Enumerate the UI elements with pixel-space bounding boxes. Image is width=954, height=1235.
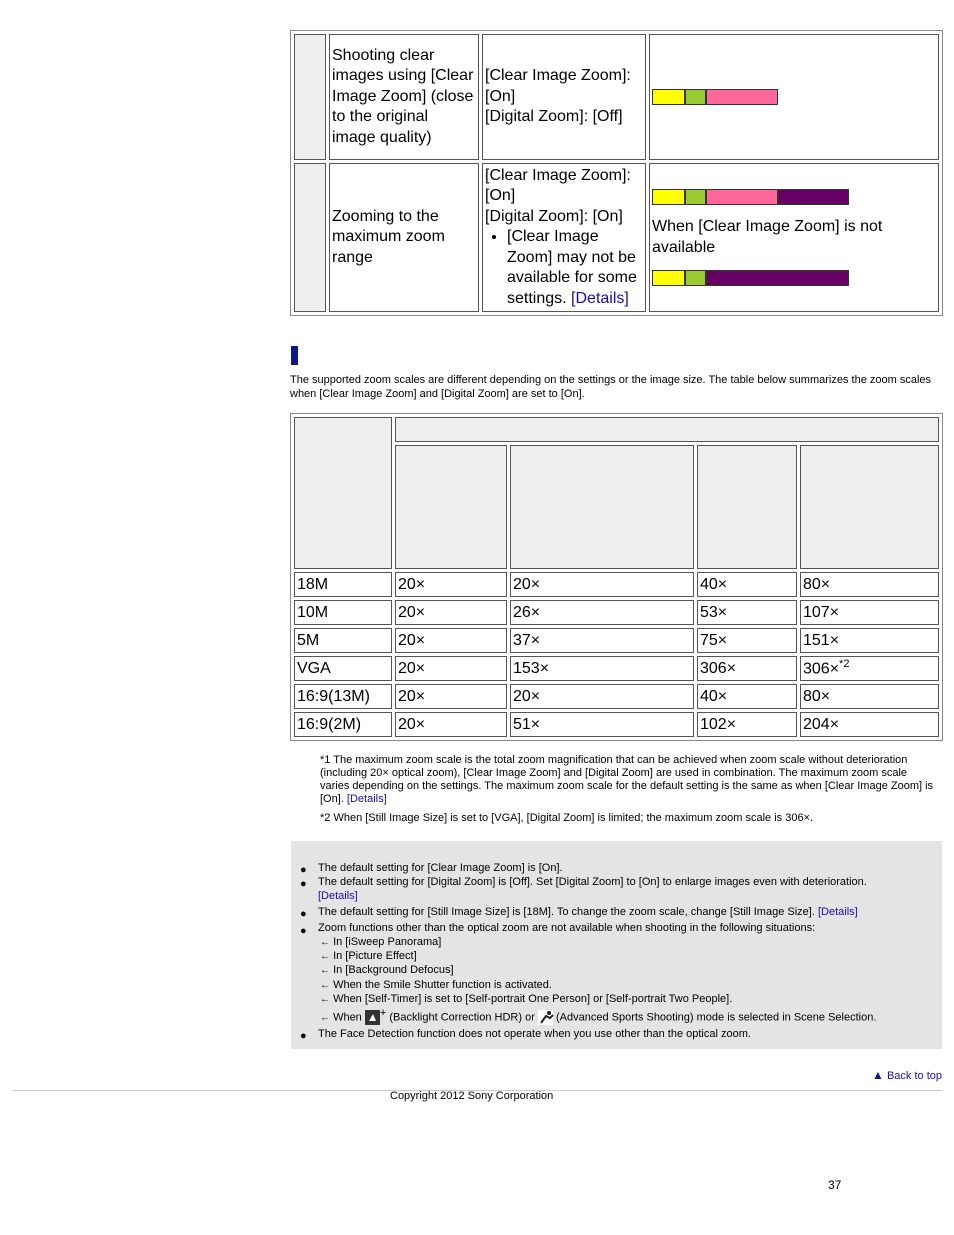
image-size-cell: 5M <box>294 628 392 653</box>
table-row <box>294 34 939 160</box>
zoom-bar <box>652 89 936 105</box>
page-number: 37 <box>828 1178 842 1192</box>
optical-zoom-bar <box>652 189 685 205</box>
zoom-cell: 53× <box>697 600 797 625</box>
bullet-icon: ● <box>300 878 307 890</box>
settings-cell <box>482 34 646 160</box>
hint-text: The default setting for [Still Image Size] is [18M]. To change the zoom scale, change [Still Image Size]. <box>318 906 815 918</box>
details-link[interactable]: [Details] <box>318 890 358 902</box>
icon-cell <box>294 34 326 160</box>
smart-zoom-bar <box>685 189 706 205</box>
arrow-icon: ← <box>320 994 330 1005</box>
hint-item <box>318 905 933 919</box>
sub-item-text: (Advanced Sports Shooting) mode is selected in Scene Selection. <box>555 1011 877 1024</box>
table-row <box>294 600 939 625</box>
zoom-cell: 20× <box>395 628 507 653</box>
zoom-cell: 20× <box>395 656 507 681</box>
hint-text: The default setting for [Digital Zoom] is [Off]. Set [Digital Zoom] to [On] to enlarge images even with deterioration. <box>318 876 867 888</box>
zoom-cell <box>800 656 939 681</box>
arrow-icon: ← <box>320 980 330 991</box>
image-size-cell: 10M <box>294 600 392 625</box>
zoom-cell: 20× <box>395 712 507 737</box>
sub-item-text: When [Self-Timer] is set to [Self-portrait One Person] or [Self-portrait Two People]. <box>333 993 733 1005</box>
digital-zoom-bar <box>778 189 849 205</box>
settings-line: [Digital Zoom]: [On] <box>485 207 623 225</box>
bullet-icon: ● <box>300 1030 307 1042</box>
hint-item <box>318 875 933 903</box>
arrow-icon: ← <box>320 951 330 962</box>
arrow-icon: ← <box>320 1012 330 1024</box>
zoom-scale-table <box>290 413 943 741</box>
header-cell <box>294 417 392 569</box>
smart-zoom-bar <box>685 89 706 105</box>
zoom-cell: 151× <box>800 628 939 653</box>
settings-line: [Clear Image Zoom]: [On] <box>485 67 631 105</box>
sub-item-text: In [Background Defocus] <box>333 964 454 976</box>
settings-cell <box>482 163 646 312</box>
footnote-ref: *2 <box>839 658 850 671</box>
clear-image-zoom-bar <box>706 89 778 105</box>
header-row <box>294 417 939 442</box>
sub-item <box>320 992 732 1007</box>
sub-item <box>320 1006 876 1026</box>
zoom-cell: 107× <box>800 600 939 625</box>
digital-zoom-bar <box>706 270 849 286</box>
zoom-cell: 20× <box>510 684 694 709</box>
sub-item-text: When <box>333 1011 362 1024</box>
arrow-icon: ← <box>320 965 330 976</box>
bullet-icon: ● <box>300 925 307 937</box>
details-link[interactable]: [Details] <box>346 793 387 805</box>
zoom-bar-cell <box>649 163 939 312</box>
footnote-1-text: *1 The maximum zoom scale is the total zoom magnification that can be achieved when zoom scale without deterioration (including 20× optical zoom), [Clear Image Zoom] and [Digital Zoom] are used in combination. The maximum zoom scale varies depending on the settings. The maximum zoom scale for the default setting is the same as when [Clear Image Zoom] is [On]. <box>320 754 934 805</box>
header-cell <box>395 445 507 569</box>
table-row <box>294 572 939 597</box>
table-row <box>294 712 939 737</box>
intro-paragraph: The supported zoom scales are different depending on the settings or the image size. The table below summarizes the zoom scales when [Clear Image Zoom] and [Digital Zoom] are set to [On]. <box>290 374 932 400</box>
header-cell <box>395 417 939 442</box>
sub-item-text: In [iSweep Panorama] <box>333 936 442 948</box>
description-cell: Zooming to the maximum zoom range <box>329 163 479 312</box>
optical-zoom-bar <box>652 89 685 105</box>
zoom-cell: 51× <box>510 712 694 737</box>
header-cell <box>800 445 939 569</box>
hint-item: Zoom functions other than the optical zoom are not available when shooting in the following situations: <box>318 922 816 934</box>
arrow-icon: ← <box>320 937 330 948</box>
zoom-cell: 20× <box>510 572 694 597</box>
backlight-correction-hdr-icon <box>365 1010 380 1025</box>
zoom-cell: 20× <box>395 572 507 597</box>
plus-icon: + <box>379 1007 387 1019</box>
description-cell: Shooting clear images using [Clear Image Zoom] (close to the original image quality) <box>329 34 479 160</box>
image-size-cell: VGA <box>294 656 392 681</box>
settings-bullet-text: [Clear Image Zoom] may not be available for some settings. <box>507 228 637 307</box>
header-cell <box>697 445 797 569</box>
header-cell <box>510 445 694 569</box>
details-link[interactable]: [Details] <box>817 906 858 918</box>
zoom-cell: 204× <box>800 712 939 737</box>
zoom-value: 306× <box>803 660 840 678</box>
table-row <box>294 163 939 312</box>
hint-item: The default setting for [Clear Image Zoom] is [On]. <box>318 862 563 874</box>
zoom-cell: 40× <box>697 572 797 597</box>
back-to-top-label: Back to top <box>886 1070 942 1082</box>
footnote-1 <box>320 754 935 806</box>
sub-item-text: When the Smile Shutter function is activated. <box>333 979 552 991</box>
zoom-bar-cell <box>649 34 939 160</box>
table-row <box>294 656 939 681</box>
sub-item <box>320 978 552 993</box>
settings-bullet-list <box>485 227 643 309</box>
zoom-cell: 37× <box>510 628 694 653</box>
back-to-top-link[interactable] <box>872 1068 942 1082</box>
sub-item <box>320 949 417 964</box>
up-triangle-icon: ▲ <box>872 1068 884 1082</box>
sub-item-text: In [Picture Effect] <box>333 950 417 962</box>
zoom-cell: 40× <box>697 684 797 709</box>
bar-caption: When [Clear Image Zoom] is not available <box>652 218 883 256</box>
zoom-settings-table <box>290 30 943 316</box>
sub-item-text: (Backlight Correction HDR) or <box>389 1011 535 1024</box>
zoom-cell: 20× <box>395 684 507 709</box>
image-size-cell: 16:9(2M) <box>294 712 392 737</box>
smart-zoom-bar <box>685 270 706 286</box>
settings-line: [Digital Zoom]: [Off] <box>485 108 623 126</box>
optical-zoom-bar <box>652 270 685 286</box>
zoom-cell: 20× <box>395 600 507 625</box>
footnote-2: *2 When [Still Image Size] is set to [VGA], [Digital Zoom] is limited; the maximum zoom scale is 306×. <box>320 812 814 824</box>
hint-item: The Face Detection function does not operate when you use other than the optical zoom. <box>318 1028 751 1040</box>
image-size-cell: 18M <box>294 572 392 597</box>
copyright: Copyright 2012 Sony Corporation <box>390 1090 554 1102</box>
zoom-cell: 102× <box>697 712 797 737</box>
icon-cell <box>294 163 326 312</box>
table-row <box>294 628 939 653</box>
zoom-cell: 75× <box>697 628 797 653</box>
image-size-cell: 16:9(13M) <box>294 684 392 709</box>
zoom-cell: 26× <box>510 600 694 625</box>
details-link[interactable]: [Details] <box>571 289 629 307</box>
table-row <box>294 684 939 709</box>
clear-image-zoom-bar <box>706 189 778 205</box>
zoom-cell: 306× <box>697 656 797 681</box>
zoom-cell: 153× <box>510 656 694 681</box>
bullet-icon: ● <box>300 908 307 920</box>
zoom-bar-alt <box>652 270 936 286</box>
zoom-bar <box>652 189 936 205</box>
bullet-icon: ● <box>300 864 307 876</box>
settings-bullet <box>507 227 643 309</box>
settings-line: [Clear Image Zoom]: [On] <box>485 166 631 205</box>
advanced-sports-shooting-icon <box>538 1010 553 1025</box>
section-heading-marker <box>291 346 298 365</box>
sub-item <box>320 935 441 950</box>
sub-item <box>320 963 454 978</box>
zoom-cell: 80× <box>800 684 939 709</box>
zoom-cell: 80× <box>800 572 939 597</box>
